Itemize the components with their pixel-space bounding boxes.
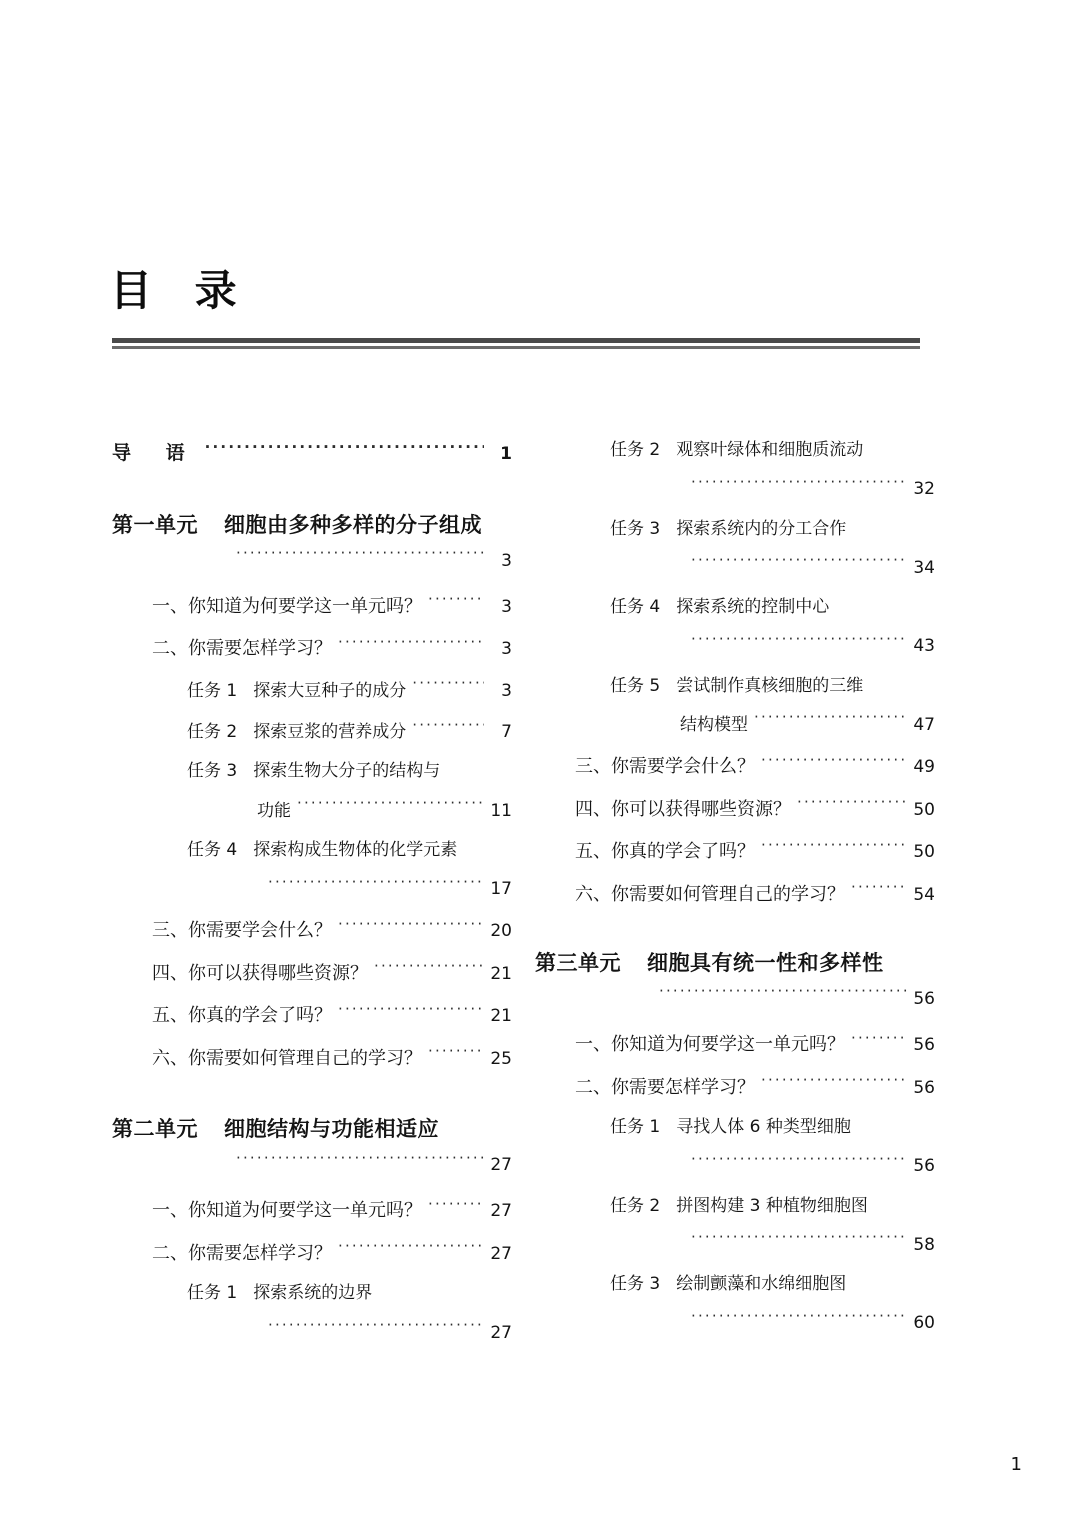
entry-page: 43: [913, 636, 935, 657]
page-title: 目 录: [110, 266, 251, 315]
toc-unit-page-row[interactable]: [230, 1153, 512, 1177]
leader-dots: [205, 440, 484, 459]
toc-entry-intro[interactable]: [112, 440, 512, 466]
entry-label: 观察叶绿体和细胞质流动: [676, 440, 864, 460]
toc-entry-level1-row: [575, 1032, 935, 1057]
task-number: 任务 1: [187, 1283, 238, 1304]
entry-label: 二、你需要怎样学习？: [152, 1242, 332, 1264]
toc-column-right: [535, 440, 935, 1353]
unit-name: 细胞结构与功能相适应: [224, 1117, 439, 1142]
toc-entry-level1-row: [152, 918, 512, 943]
divider-thin-line: [112, 346, 920, 349]
toc-entry-task[interactable]: [610, 440, 935, 461]
entry-label: 二、你需要怎样学习？: [152, 638, 332, 660]
entry-page: 34: [913, 557, 935, 578]
entry-page: 50: [913, 842, 935, 862]
unit-name: 细胞具有统一性和多样性: [647, 951, 884, 975]
toc-entry-level1[interactable]: [575, 839, 935, 864]
entry-page: 3: [501, 639, 512, 660]
task-number: 任务 5: [610, 675, 661, 696]
page-number: 1: [1010, 1454, 1022, 1475]
task-number: 任务 2: [610, 440, 661, 460]
toc-entry-continuation[interactable]: [257, 799, 512, 822]
leader-dots: [691, 1154, 907, 1171]
title-divider: [112, 338, 920, 349]
entry-page: 11: [490, 800, 512, 821]
entry-page: 56: [913, 1156, 935, 1177]
toc-entry-task-row: [187, 840, 512, 861]
entry-label: 二、你需要怎样学习？: [575, 1076, 755, 1098]
toc-entry-task-row: [610, 1196, 935, 1217]
entry-label: 结构模型: [680, 714, 748, 735]
entry-page: 3: [501, 596, 512, 617]
toc-entry-level1-row: [152, 636, 512, 661]
toc-entry-level1[interactable]: [575, 882, 935, 907]
toc-entry-level1-row: [575, 754, 935, 779]
toc-unit-heading[interactable]: [112, 1116, 512, 1142]
toc-unit-page-row-row: [230, 1153, 512, 1177]
toc-entry-level1-row: [152, 961, 512, 986]
toc-entry-continuation-page-row: [262, 877, 512, 900]
entry-page: 58: [913, 1234, 935, 1255]
entry-label: 三、你需要学会什么？: [575, 756, 755, 777]
toc-entry-task[interactable]: [610, 1196, 935, 1217]
toc-entry-level1-row: [152, 594, 512, 619]
toc-entry-intro-row: [112, 440, 512, 466]
entry-label: 四、你可以获得哪些资源？: [152, 962, 368, 984]
entry-label: 六、你需要如何管理自己的学习？: [575, 883, 845, 905]
toc-unit-page-row[interactable]: [230, 548, 512, 572]
toc-entry-task-row: [610, 1274, 935, 1295]
entry-page: 49: [913, 757, 935, 777]
entry-label: 四、你可以获得哪些资源？: [575, 798, 791, 820]
toc-entry-level1[interactable]: [575, 754, 935, 779]
entry-page: 3: [501, 680, 512, 701]
toc-entry-level1[interactable]: [152, 1241, 512, 1266]
toc-entry-continuation-page[interactable]: [685, 477, 935, 500]
toc-entry-level1-row: [152, 1003, 512, 1028]
entry-page: 56: [913, 988, 935, 1009]
entry-page: 3: [501, 550, 512, 571]
entry-label: 探索豆浆的营养成分: [253, 722, 407, 742]
entry-label: 一、你知道为何要学这一单元吗？: [575, 1034, 845, 1055]
leader-dots: [236, 548, 484, 566]
entry-page: 32: [913, 479, 935, 500]
leader-dots: [428, 1198, 484, 1216]
toc-entry-level1[interactable]: [152, 961, 512, 986]
toc-unit-page-row-row: [653, 986, 935, 1010]
toc-entry-task-row: [610, 440, 935, 461]
toc-entry-level1-row: [152, 1241, 512, 1266]
leader-dots: [374, 961, 484, 979]
leader-dots: [268, 1321, 484, 1338]
entry-page: 56: [913, 1035, 935, 1055]
entry-page: 27: [490, 1155, 512, 1175]
entry-label: 三、你需要学会什么？: [152, 920, 332, 942]
entry-page: 17: [490, 879, 512, 899]
toc-unit-heading[interactable]: [112, 512, 512, 538]
toc-entry-task-row: [187, 720, 512, 743]
unit-number: 第二单元: [112, 1117, 198, 1142]
entry-label: 探索系统的控制中心: [676, 597, 830, 617]
toc-entry-level1[interactable]: [152, 636, 512, 661]
toc-entry-task-row: [187, 1283, 512, 1304]
unit-name: 细胞由多种多样的分子组成: [224, 512, 482, 537]
toc-entry-task[interactable]: [187, 1283, 512, 1304]
toc-entry-continuation-page[interactable]: [262, 877, 512, 900]
leader-dots: [236, 1153, 484, 1171]
toc-entry-continuation-page-row: [262, 1321, 512, 1344]
entry-label: 一、你知道为何要学这一单元吗？: [152, 1200, 422, 1222]
toc-entry-task-row: [610, 597, 935, 618]
entry-page: 7: [501, 722, 512, 742]
toc-entry-level1-row: [575, 1075, 935, 1100]
toc-entry-continuation-page[interactable]: [685, 1154, 935, 1177]
toc-entry-task[interactable]: [610, 597, 935, 618]
toc-entry-task[interactable]: [187, 720, 512, 743]
toc-entry-task[interactable]: [610, 1117, 935, 1138]
leader-dots: [297, 799, 484, 816]
leader-dots: [338, 1241, 484, 1259]
entry-page: 20: [490, 921, 512, 942]
toc-entry-continuation-page[interactable]: [685, 556, 935, 579]
leader-dots: [691, 1233, 907, 1250]
entry-page: 47: [913, 714, 935, 735]
entry-page: 60: [913, 1313, 935, 1334]
toc-entry-task[interactable]: [187, 840, 512, 861]
entry-page: 50: [913, 799, 935, 820]
toc-entry-level1[interactable]: [575, 797, 935, 822]
entry-page: 25: [490, 1048, 512, 1069]
entry-page: 54: [913, 884, 935, 905]
unit-number: 第一单元: [112, 512, 198, 537]
entry-label: 绘制颤藻和水绵细胞图: [676, 1274, 847, 1294]
toc-entry-task-row: [610, 676, 935, 697]
entry-page: 56: [913, 1077, 935, 1098]
entry-page: 1: [500, 444, 512, 464]
entry-label: 探索系统的边界: [253, 1283, 373, 1304]
toc-unit-page-row[interactable]: [653, 986, 935, 1010]
toc-entry-continuation-row: [257, 799, 512, 822]
toc-entry-task[interactable]: [610, 1274, 935, 1295]
task-number: 任务 2: [610, 1195, 661, 1216]
toc-entry-task-row: [610, 1117, 935, 1138]
entry-page: 27: [490, 1322, 512, 1343]
toc-entry-level1[interactable]: [152, 1046, 512, 1071]
toc-entry-level1[interactable]: [152, 594, 512, 619]
task-number: 任务 1: [187, 680, 238, 701]
leader-dots: [761, 839, 907, 857]
entry-label: 尝试制作真核细胞的三维: [676, 675, 864, 696]
task-number: 任务 4: [610, 597, 661, 617]
task-number: 任务 2: [187, 722, 238, 742]
leader-dots: [412, 720, 484, 737]
toc-column-left: [112, 440, 512, 1362]
entry-page: 27: [490, 1243, 512, 1264]
entry-label: 探索系统内的分工合作: [676, 518, 847, 539]
leader-dots: [691, 1311, 907, 1328]
entry-label: 功能: [257, 800, 291, 821]
toc-entry-level1-row: [575, 839, 935, 864]
toc-entry-continuation-page[interactable]: [685, 634, 935, 657]
toc-entry-task[interactable]: [187, 761, 512, 782]
task-number: 任务 3: [610, 1274, 661, 1294]
toc-entry-continuation-page[interactable]: [262, 1321, 512, 1344]
toc-unit-page-row-row: [230, 548, 512, 572]
entry-label: 寻找人体 6 种类型细胞: [676, 1117, 851, 1137]
toc-entry-continuation-row: [680, 713, 935, 736]
entry-label: 五、你真的学会了吗？: [575, 841, 755, 862]
toc-entry-continuation-page-row: [685, 556, 935, 579]
toc-entry-level1-row: [152, 1198, 512, 1223]
entry-label: 六、你需要如何管理自己的学习？: [152, 1047, 422, 1069]
leader-dots: [428, 1046, 484, 1064]
toc-entry-level1[interactable]: [575, 1032, 935, 1057]
leader-dots: [412, 679, 484, 696]
entry-label: 探索构成生物体的化学元素: [253, 839, 458, 860]
toc-entry-level1[interactable]: [575, 1075, 935, 1100]
toc-entry-level1-row: [575, 797, 935, 822]
leader-dots: [691, 556, 907, 573]
leader-dots: [754, 713, 907, 730]
toc-entry-continuation-page[interactable]: [685, 1311, 935, 1334]
leader-dots: [338, 1003, 484, 1021]
leader-dots: [338, 918, 484, 936]
toc-entry-level1-row: [152, 1046, 512, 1071]
toc-entry-continuation-page-row: [685, 1233, 935, 1256]
leader-dots: [659, 986, 907, 1004]
toc-entry-task-row: [187, 679, 512, 702]
toc-entry-task[interactable]: [610, 676, 935, 697]
entry-label: 探索大豆种子的成分: [253, 680, 407, 701]
leader-dots: [761, 754, 907, 772]
toc-entry-continuation-page-row: [685, 634, 935, 657]
leader-dots: [268, 877, 484, 894]
toc-entry-continuation-page-row: [685, 477, 935, 500]
toc-entry-level1[interactable]: [152, 1198, 512, 1223]
entry-page: 21: [490, 963, 512, 984]
leader-dots: [691, 477, 907, 494]
entry-label: 一、你知道为何要学这一单元吗？: [152, 595, 422, 617]
entry-label: 拼图构建 3 种植物细胞图: [676, 1195, 868, 1216]
entry-page: 27: [490, 1201, 512, 1222]
toc-unit-heading[interactable]: [535, 950, 935, 976]
entry-label: 五、你真的学会了吗？: [152, 1005, 332, 1027]
leader-dots: [428, 594, 484, 612]
toc-entry-continuation-page-row: [685, 1311, 935, 1334]
entry-page: 21: [490, 1006, 512, 1027]
leader-dots: [851, 1032, 907, 1050]
toc-entry-continuation-page-row: [685, 1154, 935, 1177]
toc-entry-task-row: [187, 761, 512, 782]
task-number: 任务 3: [187, 761, 238, 782]
leader-dots: [761, 1075, 907, 1093]
task-number: 任务 3: [610, 518, 661, 539]
toc-entry-task[interactable]: [187, 679, 512, 702]
leader-dots: [691, 634, 907, 651]
toc-entry-task-row: [610, 519, 935, 540]
toc-entry-level1[interactable]: [152, 1003, 512, 1028]
toc-entry-continuation-page[interactable]: [685, 1233, 935, 1256]
toc-entry-level1[interactable]: [152, 918, 512, 943]
leader-dots: [797, 797, 907, 815]
leader-dots: [851, 882, 907, 900]
leader-dots: [338, 636, 484, 654]
entry-label: 导 语: [112, 442, 199, 464]
unit-number: 第三单元: [535, 951, 621, 975]
task-number: 任务 1: [610, 1117, 661, 1137]
toc-entry-task[interactable]: [610, 519, 935, 540]
toc-entry-continuation[interactable]: [680, 713, 935, 736]
task-number: 任务 4: [187, 839, 238, 860]
entry-label: 探索生物大分子的结构与: [253, 761, 441, 782]
toc-entry-level1-row: [575, 882, 935, 907]
